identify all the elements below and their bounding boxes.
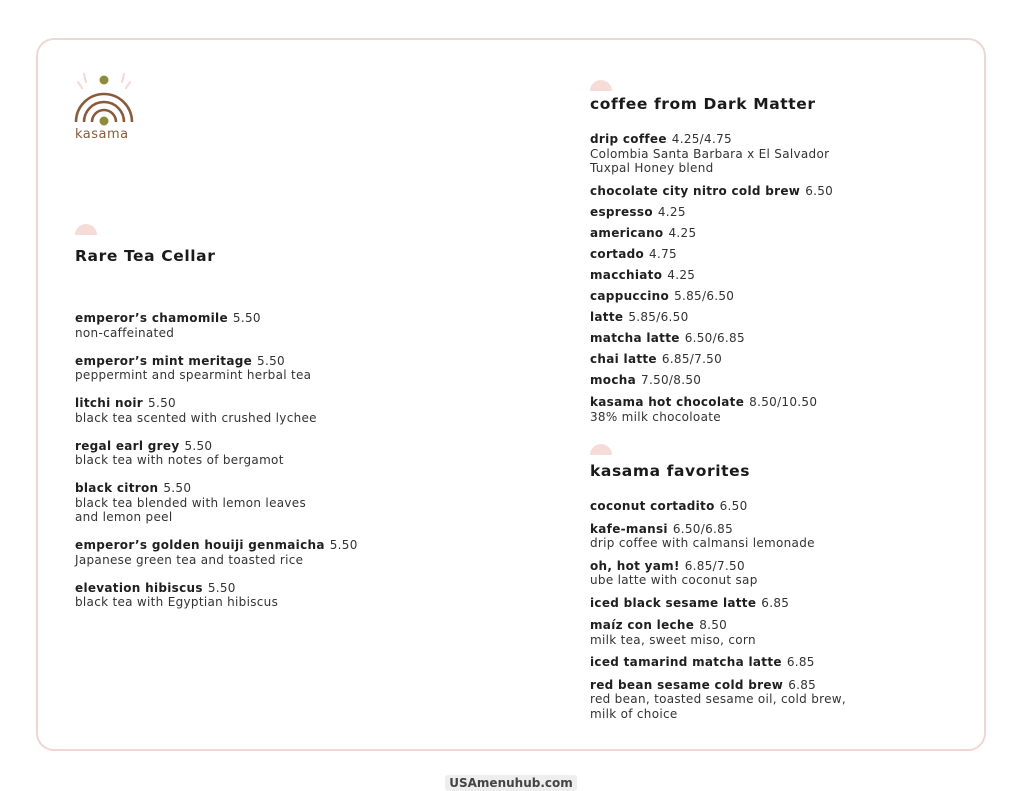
menu-item-name: emperor’s mint meritage (75, 353, 253, 368)
menu-item (75, 538, 358, 567)
menu-item-name: kasama hot chocolate (590, 395, 745, 409)
menu-item-price: 6.85 (761, 595, 790, 610)
menu-item-name: cortado (590, 246, 645, 261)
menu-item-price: 5.50 (232, 311, 261, 325)
menu-item-price: 6.50 (805, 183, 834, 198)
menu-item-name: espresso (590, 204, 653, 219)
menu-item-name: chai latte (590, 351, 657, 366)
coffee-item-list (590, 132, 833, 424)
menu-item (590, 522, 846, 551)
menu-item (590, 247, 833, 262)
menu-item-description: black tea with Egyptian hibiscus (75, 595, 279, 609)
menu-item-price: 6.50 (719, 499, 748, 513)
menu-item-price: 6.85 (788, 677, 817, 692)
menu-item-name: mocha (590, 372, 637, 387)
menu-item-name: cappuccino (590, 288, 670, 303)
menu-item-description: black tea scented with crushed lychee (75, 410, 317, 425)
menu-item (590, 678, 846, 722)
menu-item-description: Japanese green tea and toasted rice (75, 552, 304, 567)
menu-item-price: 4.75 (649, 246, 677, 261)
menu-item-name: coconut cortadito (590, 499, 715, 513)
menu-item-price: 6.85 (786, 655, 815, 669)
menu-item-name: elevation hibiscus (75, 580, 203, 595)
menu-item-price: 6.50/6.85 (672, 521, 734, 536)
menu-item-price: 7.50/8.50 (641, 372, 702, 387)
menu-item-price: 5.50 (163, 481, 192, 495)
menu-item-name: red bean sesame cold brew (590, 677, 784, 692)
menu-item-price: 5.85/6.50 (674, 288, 735, 303)
menu-item (590, 132, 833, 176)
menu-item-price: 5.85/6.50 (628, 309, 689, 324)
menu-item-description: ube latte with coconut sap (590, 573, 758, 587)
menu-item-price: 4.25/4.75 (671, 132, 732, 146)
menu-item (590, 618, 846, 647)
watermark: USAmenuhub.com (445, 775, 577, 791)
menu-item-name: black citron (75, 481, 159, 495)
menu-item-name: matcha latte (590, 330, 680, 345)
menu-item-description: Tuxpal Honey blend (590, 161, 714, 175)
menu-item (590, 289, 833, 304)
menu-item-price: 5.50 (184, 438, 213, 453)
favorites-item-list (590, 499, 846, 721)
menu-item-description: and lemon peel (75, 510, 173, 524)
menu-item (590, 395, 833, 424)
brand-name: kasama (75, 127, 129, 142)
menu-item-description: black tea with notes of bergamot (75, 453, 284, 467)
menu-item-name: litchi noir (75, 396, 144, 410)
menu-item-description: milk tea, sweet miso, corn (590, 632, 756, 647)
menu-item-name: americano (590, 225, 664, 240)
menu-item (75, 439, 358, 468)
menu-item (590, 373, 833, 388)
favorites-section-title: kasama favorites (590, 462, 751, 480)
menu-item-name: chocolate city nitro cold brew (590, 183, 801, 198)
menu-item-name: oh, hot yam! (590, 558, 680, 573)
menu-item-price: 5.50 (207, 580, 236, 595)
menu-item (75, 354, 358, 383)
menu-item-price: 4.25 (657, 204, 686, 219)
menu-item (75, 581, 358, 610)
menu-item (590, 205, 833, 220)
tea-item-list (75, 311, 358, 610)
menu-item-name: emperor’s chamomile (75, 311, 228, 325)
menu-item-price: 5.50 (257, 353, 285, 368)
menu-item (75, 396, 358, 425)
menu-item-price: 5.50 (148, 396, 176, 410)
menu-item-price: 4.25 (668, 225, 697, 240)
menu-item (590, 184, 833, 199)
menu-item-description: black tea blended with lemon leaves (75, 495, 307, 510)
menu-item (75, 481, 358, 525)
tea-section-title: Rare Tea Cellar (75, 247, 216, 265)
menu-item-description: drip coffee with calmansi lemonade (590, 536, 815, 550)
menu-item-description: non-caffeinated (75, 325, 175, 340)
menu-item-price: 6.85/7.50 (661, 351, 723, 366)
menu-item (75, 311, 358, 340)
menu-item-description: 38% milk chocoloate (590, 409, 721, 424)
menu-item-name: drip coffee (590, 132, 667, 146)
menu-item-price: 6.50/6.85 (684, 330, 745, 345)
menu-item (590, 596, 846, 611)
menu-item-price: 8.50/10.50 (749, 395, 818, 409)
menu-item (590, 352, 833, 367)
menu-item-name: iced black sesame latte (590, 595, 757, 610)
menu-item-description: peppermint and spearmint herbal tea (75, 368, 312, 382)
coffee-section-title: coffee from Dark Matter (590, 95, 816, 113)
menu-item-name: emperor’s golden houiji genmaicha (75, 538, 325, 552)
menu-item-name: iced tamarind matcha latte (590, 655, 782, 669)
menu-item-description: milk of choice (590, 706, 678, 721)
menu-item-price: 4.25 (667, 267, 696, 282)
menu-item (590, 331, 833, 346)
menu-item-name: maíz con leche (590, 618, 695, 632)
menu-item-description: Colombia Santa Barbara x El Salvador (590, 146, 830, 161)
menu-item-price: 5.50 (329, 538, 358, 552)
menu-item (590, 655, 846, 670)
menu-item-name: macchiato (590, 267, 663, 282)
menu-item-name: kafe-mansi (590, 521, 668, 536)
menu-item (590, 310, 833, 325)
menu-item-price: 6.85/7.50 (684, 558, 745, 573)
menu-item (590, 499, 846, 514)
menu-item-name: regal earl grey (75, 438, 180, 453)
menu-item (590, 559, 846, 588)
menu-item-description: red bean, toasted sesame oil, cold brew, (590, 692, 847, 706)
menu-item-name: latte (590, 309, 624, 324)
menu-item (590, 268, 833, 283)
menu-item-price: 8.50 (699, 618, 728, 632)
menu-item (590, 226, 833, 241)
